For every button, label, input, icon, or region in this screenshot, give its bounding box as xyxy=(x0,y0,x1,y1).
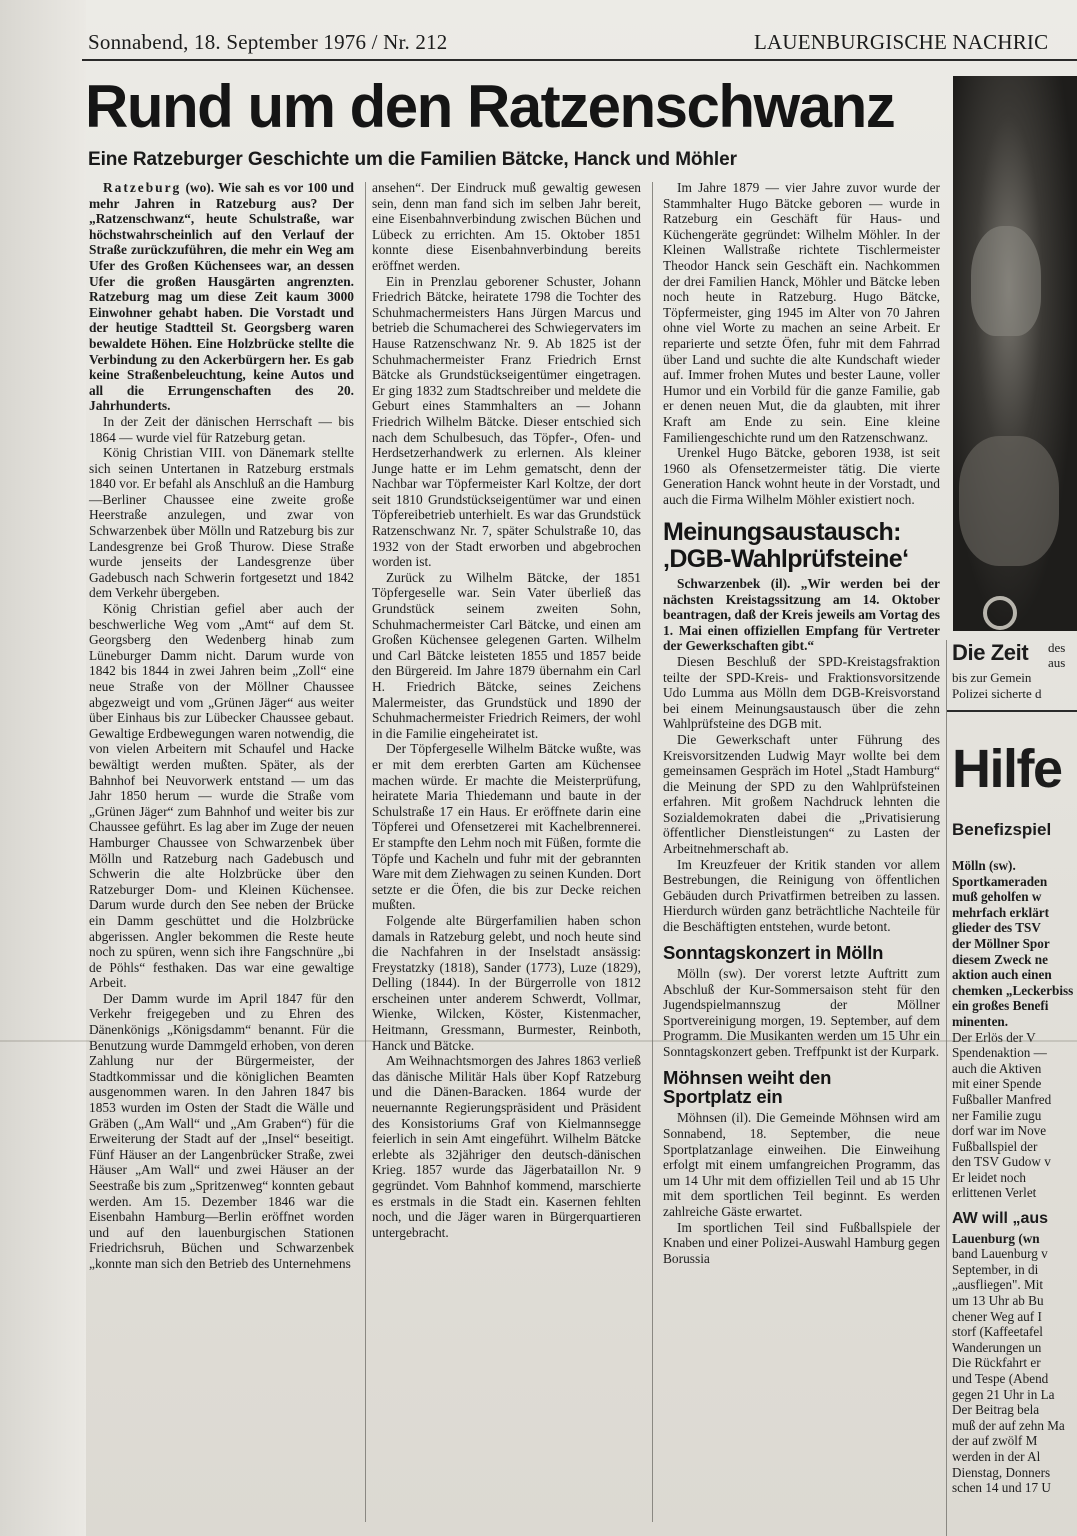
article-headline: Rund um den Ratzenschwanz xyxy=(85,73,895,140)
dgb-headline xyxy=(663,519,940,572)
column-rule xyxy=(652,182,653,1522)
article-column-3 xyxy=(663,180,940,1266)
right-column-text xyxy=(952,858,1077,1496)
article-paragraph: Ein in Prenzlau geborener Schuster, Johann Friedrich Bätcke, heiratete 1798 die Tochter des Schuhmachermeisters Hans Jürgen Marcus und betrieb die Schumacherei des Schwiegervaters im Hause Ratzenschwanz Nr. 9. Ab 1825 ist der Schuhmachermeister Franz Friedrich Ernst Bätcke als Grundstückseigentümer eingetragen. Er ging 1832 zum Stadtschreiber und meldete die Geburt eines Stammhalters an — Johann Friedrich Wilhelm Bätcke. Dieser entschied sich nach dem Schulbesuch, das Töpfer-, Ofen- und Herdsetzerhandwerk zu erlernen. Als kleiner Junge hatte er im Lehm gematscht, denn der Nachbar war Töpfermeister Karl Koltze, der dort seit 1810 Grundstückseigentümer war und einen Töpfereibetrieb unterhielt. Es war das Grundstück Ratzenschwanz Nr. 7, später Schulstraße 10, das 1932 von der Stadt erworben und abgebrochen worden ist. xyxy=(372,273,641,570)
dgb-headline-line-2: ‚DGB-Wahlprüfsteine‘ xyxy=(663,544,909,573)
aw-line: band Lauenburg v xyxy=(952,1246,1048,1262)
aw-line: Wanderungen un xyxy=(952,1339,1042,1355)
column-rule xyxy=(946,640,947,1536)
dgb-lead: Schwarzenbek (il). „Wir werden bei der nächsten Kreistagssitzung am 14. Oktober beantragen, daß der Kreis jeweils am Vortag des 1. Mai einen offiziellen Empfang für Vertreter der Gewerkschaften gibt.“ xyxy=(663,575,940,654)
aw-line: chener Weg auf I xyxy=(952,1308,1042,1324)
article-column-2 xyxy=(372,180,641,1240)
aw-line: schen 14 und 17 U xyxy=(952,1480,1051,1496)
benefiz-line: mehrfach erklärt xyxy=(952,904,1050,920)
moehnsen-headline-line-2: Sportplatz ein xyxy=(663,1086,783,1108)
hilfe-headline: Hilfe xyxy=(952,739,1062,799)
page-edge-shading xyxy=(0,0,86,1536)
benefiz-line: Spendenaktion — xyxy=(952,1045,1047,1061)
aw-line: „ausfliegen". Mit xyxy=(952,1277,1044,1293)
aw-line: Die Rückfahrt er xyxy=(952,1355,1041,1371)
dateline: Ratzeburg xyxy=(103,180,182,195)
benefiz-line: aktion auch einen xyxy=(952,967,1052,983)
aw-line: gegen 21 Uhr in La xyxy=(952,1386,1055,1402)
benefiz-line: Fußballer Manfred xyxy=(952,1091,1052,1107)
aw-headline: AW will „aus xyxy=(952,1210,1049,1228)
aw-line: muß der auf zehn Ma xyxy=(952,1417,1065,1433)
benefiz-line: Mölln (sw). xyxy=(952,858,1016,873)
aw-text xyxy=(952,1231,1077,1496)
section-rule xyxy=(947,710,1077,712)
dgb-paragraph: Im Kreuzfeuer der Kritik standen vor allem Bestrebungen, die Reinigung von öffentlichen Gebäuden durch Privatfirmen betreiben zu lassen. Hierdurch würden ganz beträchtliche Nachteile für die Beschäftigten entstehen, wurde betont. xyxy=(663,856,940,935)
article-paragraph: ansehen“. Der Eindruck muß gewaltig gewesen sein, denn man fand sich im selben Jahr bereit, eine Eisenbahnverbindung zwischen Büchen und Lübeck zu errichten. Am 15. Oktober 1851 konnte diese Eisenbahnverbindung bereits eröffnet werden. xyxy=(372,180,641,273)
article-paragraph: Am Weihnachtsmorgen des Jahres 1863 verließ das dänische Militär Hals über Kopf Ratzeburg und die Dänen-Baracken. 1864 wurde der neuernannte Regierungspräsident und Präsident des Konsistoriums Graf von Kielmannsegge feierlich in sein Amt eingeführt. Wilhelm Bätcke erlebte als 32jähriger den deutsch-dänischen Krieg. 1857 wurde das Jägerbataillon Nr. 9 gegründet. Vom Bahnhof kommend, marschierte es erstmals in die Stadt ein. Kasernen fehlten noch, und die Jäger waren in Bürgerquartieren untergebracht. xyxy=(372,1053,641,1240)
article-paragraph: In der Zeit der dänischen Herrschaft — bis 1864 — wurde viel für Ratzeburg getan. xyxy=(89,413,354,445)
article-column-1 xyxy=(89,180,354,1272)
moehnsen-paragraph: Im sportlichen Teil sind Fußballspiele der Knaben und einer Polizei-Auswahl Hamburg gegen Borussia xyxy=(663,1219,940,1266)
benefiz-text xyxy=(952,858,1077,1201)
aw-line: der auf zwölf M xyxy=(952,1433,1038,1449)
newspaper-name: LAUENBURGISCHE NACHRIC xyxy=(754,30,1049,54)
benefiz-line: der Möllner Spor xyxy=(952,935,1050,951)
photo-caption-side: des xyxy=(1048,640,1066,655)
article-paragraph: Der Töpfergeselle Wilhelm Bätcke wußte, was er mit dem ererbten Garten am Küchensee machen würde. Er machte die Meisterprüfung, heiratete Maria Thiedemann und baute in der Schulstraße 17 ein Haus. Er eröffnete darin eine Töpferei und Ofensetzerei mit Kachelbrennerei. Er stampfte den Lehm noch mit Füßen, formte die Töpfe und Kacheln und fuhr mit der gebrannten Ware mit dem Ziehwagen zu seinen Kunden. Dort setzte er die Öfen, die bis zur Decke reichen mußten. xyxy=(372,741,641,913)
photo-figure xyxy=(959,436,1059,566)
benefiz-subheadline: Benefizspiel xyxy=(952,820,1052,839)
benefiz-line: ein großes Benefi xyxy=(952,998,1049,1014)
aw-line: Lauenburg (wn xyxy=(952,1230,1040,1246)
article-paragraph: Urenkel Hugo Bätcke, geboren 1938, ist seit 1960 als Ofensetzermeister tätig. Die vierte Generation Hanck wohnt heute in der Vorstadt, und auch die Firma Wilhelm Möhler existiert noch. xyxy=(663,445,940,507)
article-paragraph: Der Damm wurde im April 1847 für den Verkehr freigegeben und zu Ehren des Dänenkönigs „Königsdamm“ benannt. Für die Benutzung wurde Dammgeld erhoben, von deren Zahlung nur der Bürgermeister, der Stadtkommissar und die königlichen Beamten ausgenommen waren. In den Jahren 1847 bis 1853 wurden im Osten der Stadt die Wälle und Gräben („Am Wall“ und „Am Graben“) für die Erweiterung der Stadt auf der „Insel“ beseitigt. Fünf Häuser an der Langenbrücker Straße, zwei Häuser „Am Wall“ und zwei Häuser an der Seestraße bis zum „Spritzenweg“ konnten gebaut werden. Am 15. Dezember 1846 war die Eisenbahn Hamburg—Berlin eröffnet worden und auf den lauenburgischen Stationen Friedrichsruh, Büchen und Schwarzenbek „konnte man sich den Betrieb des Unternehmens xyxy=(89,990,354,1271)
news-photo xyxy=(953,76,1077,631)
dgb-paragraph: Die Gewerkschaft unter Führung des Kreisvorsitzenden Ludwig Mayr wollte bei dem gemeinsamen Gespräch im Hotel „Stadt Hamburg“ die Meinung der SPD zu den Wahlprüfsteinen erfahren. Mit großem Nachdruck lehnten die Sozialdemokraten dabei die „Privatisierung öffentlicher Dienstleistungen“ zu Lasten der Arbeitnehmerschaft ab. xyxy=(663,731,940,857)
benefiz-line: erlittenen Verlet xyxy=(952,1185,1037,1201)
issue-date: Sonnabend, 18. September 1976 / Nr. 212 xyxy=(88,30,448,54)
dgb-headline-line-1: Meinungsaustausch: xyxy=(663,518,901,547)
article-subheadline: Eine Ratzeburger Geschichte um die Familien Bätcke, Hanck und Möhler xyxy=(88,149,737,170)
benefiz-line: glieder des TSV xyxy=(952,920,1041,936)
benefiz-line: ner Familie zugu xyxy=(952,1107,1042,1123)
benefiz-line: dorf war im Nove xyxy=(952,1123,1047,1139)
photo-figure xyxy=(971,226,1041,336)
photo-caption-head: Die Zeit xyxy=(952,640,1029,665)
benefiz-line: Fußballspiel der xyxy=(952,1138,1038,1154)
moehnsen-paragraph: Möhnsen (il). Die Gemeinde Möhnsen wird am Sonnabend, 18. September, die neue Sportplatzanlage einweihen. Die Einweihung erfolgt mit einem umfangreichen Programm, das um 14 Uhr mit dem offiziellen Teil und ab 15 Uhr mit dem sportlichen Teil beginnt. Es werden zahlreiche Gäste erwartet. xyxy=(663,1110,940,1220)
header-rule xyxy=(82,59,1077,61)
aw-line: werden in der Al xyxy=(952,1448,1041,1464)
photo-caption-line: Polizei sicherte d xyxy=(952,686,1042,701)
benefiz-line: minenten. xyxy=(952,1013,1009,1029)
aw-line: Dienstag, Donners xyxy=(952,1464,1051,1480)
paper-fold xyxy=(0,1040,1077,1042)
benefiz-line: diesem Zweck ne xyxy=(952,951,1048,967)
aw-line: storf (Kaffeetafel xyxy=(952,1324,1043,1340)
benefiz-line: mit einer Spende xyxy=(952,1076,1042,1092)
article-paragraph: König Christian VIII. von Dänemark stellte sich seinen Untertanen in Ratzeburg erstmals 1840 vor. Er befahl als Anschluß an die Hamburg—Berliner Chaussee eine zweite große Heerstraße anzulegen, und zwar von Schwarzenbek über Mölln und Ratzeburg bis zur Landesgrenze bei Groß Thurow. Diese Straße wurde jenseits der Landesgrenze über Gadebusch nach Schwerin fortgesetzt und 1842 dem Verkehr übergeben. xyxy=(89,445,354,601)
moehnsen-headline xyxy=(663,1068,940,1107)
photo-caption-side: aus xyxy=(1048,655,1066,670)
dgb-paragraph: Diesen Beschluß der SPD-Kreistagsfraktion teilte der SPD-Kreis- und Fraktionsvorsitzende Udo Lumma aus Mölln dem DGB-Kreisvorstand bei einem Meinungsaustausch über die zehn Wahlprüfsteine des DGB mit. xyxy=(663,653,940,732)
article-paragraph: Im Jahre 1879 — vier Jahre zuvor wurde der Stammhalter Hugo Bätcke geboren — wurde in Ratzeburg ein Geschäft für Haus- und Küchengeräte gegründet: Wilhelm Möhler. In der Kleinen Wallstraße richtete Tischlermeister Theodor Hanck sein Geschäft ein. Nachkommen der drei Familien Hanck, Möhler und Bätcke leben noch heute in Ratzeburg. Hugo Bätcke, Töpfermeister, ging 1945 im Alter von 70 Jahren ohne viel Worte zu machen an seine Arbeit. Er reparierte und setzte Öfen, fuhr mit dem Fahrrad über Land und suchte die alte Kundschaft wieder auf. Immer frohen Mutes und bester Laune, voller Humor und ein Vorbild für die ganze Familie, gab er denen neuen Mut, die da glaubten, mit ihrer Kraft am Ende zu sein. Eine kleine Familiengeschichte rund um den Ratzenschwanz. xyxy=(663,180,940,445)
benefiz-line: chemken „Leckerbiss xyxy=(952,982,1074,998)
article-paragraph: Folgende alte Bürgerfamilien haben schon damals in Ratzeburg gelebt, und noch heute sind die Nachfahren in der Inselstadt ansässig: Freystatzky (1818), Sander (1773), Luze (1829), Delling (1844). In der Bürgerrolle von 1812 erscheinen unter anderem Schwerdt, Vollmar, Wienke, Wilcken, Köster, Kistenmacher, Heitmann, Gressmann, Burmester, Reinboth, Hanck und Bätcke. xyxy=(372,912,641,1053)
benefiz-line: muß geholfen w xyxy=(952,889,1042,905)
article-paragraph: Ratzeburg (wo). Wie sah es vor 100 und mehr Jahren in Ratzeburg aus? Der „Ratzenschwanz“, heute Schulstraße, war höchstwahrscheinlich auf den Verlauf der Straße zurückzuführen, die mehr ein Weg am Ufer des Großen Küchensees war, an dessen Ufer die großen Hausgärten angrenzten. Ratzeburg mag um diese Zeit kaum 3000 Einwohner gehabt haben. Die Vorstadt und der heutige Stadtteil St. Georgsberg waren bewaldete Höhen. Eine Holzbrücke stellte die Verbindung zu den Ackerbürgern her. Es gab keine Straßenbeleuchtung, keine Autos und all die Errungenschaften des 20. Jahrhunderts. xyxy=(89,180,354,414)
benefiz-line: Sportkameraden xyxy=(952,873,1048,889)
column-rule xyxy=(365,182,366,1522)
photo-wheel xyxy=(983,596,1017,630)
moehnsen-headline-line-1: Möhnsen weiht den xyxy=(663,1066,832,1088)
konzert-headline: Sonntagskonzert in Mölln xyxy=(663,941,884,963)
konzert-text: Mölln (sw). Der vorerst letzte Auftritt zum Abschluß der Kur-Sommersaison steht für den Jugendspielmannszug der Möllner Sportvereinigung morgen, 19. September, auf dem Programm. Die Musikanten werden um 15 Uhr ein Sonntagskonzert geben. Treffpunkt ist der Kurpark. xyxy=(663,966,940,1060)
benefiz-line: Er leidet noch xyxy=(952,1169,1026,1185)
benefiz-line: auch die Aktiven xyxy=(952,1060,1042,1076)
photo-caption-line: bis zur Gemein xyxy=(952,670,1032,685)
benefiz-line: den TSV Gudow v xyxy=(952,1154,1051,1170)
aw-line: September, in di xyxy=(952,1261,1039,1277)
aw-line: um 13 Uhr ab Bu xyxy=(952,1293,1044,1309)
article-paragraph: Zurück zu Wilhelm Bätcke, der 1851 Töpfergeselle war. Sein Vater überließ das Grundstück seinem zweiten Sohn, Schuhmachermeister Carl Bätcke, und einen am Großen Küchensee gelegenen Garten. Wilhelm und Carl Bätcke leisteten 1855 und 1857 beide den Bürgereid. Im Jahre 1879 übernahm ein Carl H. Friedrich Bätcke, seines Zeichens Malermeister, das Grundstück und 1890 der Schuhmachermeister Friedrich Reimers, der wohl in die Familie eingeheiratet ist. xyxy=(372,569,641,741)
aw-line: Der Beitrag bela xyxy=(952,1402,1040,1418)
benefiz-line: Der Erlös der V xyxy=(952,1029,1036,1045)
aw-line: und Tespe (Abend xyxy=(952,1371,1049,1386)
article-paragraph: König Christian gefiel aber auch der beschwerliche Weg vom „Amt“ auf dem St. Georgsberg den Wedenberg hinab zum Lüneburger Damm nicht. Darum wurde von 1842 bis 1844 in zwei Jahren beim „Zoll“ eine neue Straße von der Möllner Chaussee abgezweigt und vom „Grünen Jäger“ aus weiter über Einhaus bis zur Lübecker Chaussee gebaut. Gewaltige Erdbewegungen waren notwendig, die von vielen Arbeitern mit Schaufel und Hacke bewältigt werden mußten. Später, als der Bahnhof bei Neuvorwerk entstand — um das Jahr 1850 herum — wurde die Straße vom „Grünen Jäger“ zum Bahnhof und weiter bis zur Chaussee geführt. Es lag aber im Zuge der neuen Hamburger Chaussee von Schwarzenbek über Mölln und Ratzeburg nach Gadebusch und Schwerin die alte Holzbrücke über den Ratzeburger Dom- und Kleinen Küchensee. Darum wurde durch den See neben der Brücke ein Damm geschüttet und die Holzbrücke abgerissen. Angler bekommen die Reste heute noch zu spüren, wenn sich ihre Fangschnüre „bi de Pöhls“ festhaken. Das war eine gewaltige Arbeit. xyxy=(89,601,354,991)
